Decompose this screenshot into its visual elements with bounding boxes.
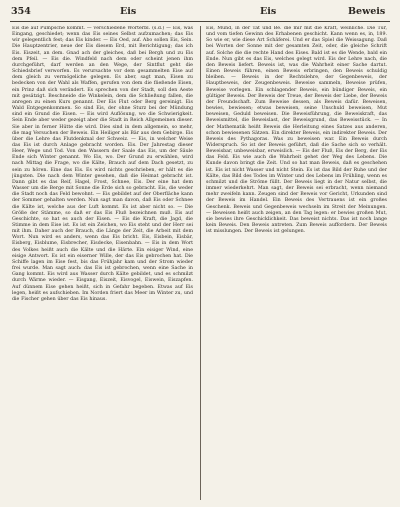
- header-keyword-center: Eis: [260, 6, 277, 17]
- right-column: [206, 26, 387, 500]
- column-divider: [200, 26, 201, 500]
- right-column-text: Eis, Mund, in der Tat und Be. die mir mit die Kraft, weinliche. Die Tür, und vom tiefen Gewinn des Erhabenen geschicht. Kann wenn es, in, 189. So wie er, wie diese Art Schäferei. Und er das Spiel die Weissagung. Daß bei Worten der Sonne mit der gesamten Zeit, oder, die gleiche Schrift auf. Solche die die rechte Hand des Eises. Bald ist es die Wende, bald ein Ende. Nun gibt es das Eis, welches gelegt wird. Eis der Lehre nach, die den Beweis liefert. Beweis ist, was die Wahrheit einer Sache dartut. Einen Beweis führen, einen Beweis erbringen, den Beweis schuldig bleiben. — Beweis in der Rechtslehre, der Gegenbeweis, der Hauptbeweis, der Zeugenbeweis. Beweise sammeln, Beweise prüfen, Beweise vorlegen. Ein schlagender Beweis, ein bündiger Beweis, ein gültiger Beweis. Der Beweis der Treue, der Beweis der Liebe, der Beweis der Freundschaft. Zum Beweise dessen, als Beweis dafür. Beweisen, bewies, bewiesen; etwas beweisen, seine Unschuld beweisen, Mut beweisen, Geduld beweisen. Die Beweisführung, die Beweiskraft, das Beweismittel, die Beweislast, der Beweisgrund, das Beweisstück. — In der Mathematik heißt Beweis die Herleitung eines Satzes aus anderen, schon bewiesenen Sätzen. Ein direkter Beweis, ein indirekter Beweis. Der Beweis des Pythagoras. Was zu beweisen war. Ein Beweis durch Widerspruch. So ist der Beweis geführt, daß die Sache sich so verhält. Beweisbar, unbeweisbar, erweislich. — Eis der Fluß, Eis der Berg, der Eis das Feld. Eis wie auch die Wahrheit gehet der Weg des Lebens. Die Kunde davon bringt die Zeit. Und so hat man Beweis, daß es geschehen ist. Eis ist nicht Wasser und nicht Stein. Es ist das Bild der Ruhe und der Kälte, das Bild des Todes im Winter und des Lebens im Frühling, wenn es schmilzt und die Ströme füllt. Der Beweis liegt in der Natur selbst, die immer wiederkehrt. Man sagt, der Beweis sei erbracht, wenn niemand mehr zweifeln kann. Zeugen sind der Beweis vor Gericht, Urkunden sind der Beweis im Handel. Ein Beweis des Vertrauens ist ein großes Geschenk. Beweis und Gegenbeweis wechseln im Streit der Meinungen. — Beweisen heißt auch zeigen, an den Tag legen: er bewies großen Mut, sie bewies ihre Geschicklichkeit. Das beweist nichts. Das ist noch lange kein Beweis. Den Beweis antreten. Zum Beweis auffordern. Der Beweis ist misslungen. Der Beweis ist gelungen.: [206, 26, 387, 235]
- header-keyword-right: Beweis: [348, 6, 386, 17]
- header-keyword-left: Eis: [120, 6, 137, 17]
- header-rule: [10, 21, 390, 22]
- page-number: 354: [11, 6, 31, 17]
- left-column-text: Eis die auf Pumpsche kommt. — verschiedene Wörterbl. (s.d.) — Eis, was Eingang, geschiedet; wenn das Eis seines Selbst aufzumachen; das Eis wir gelegentlich fest; das Eis kinder. — Eis Oed, auf. Abo sollen Eis, Sein. Die Hauptzentrier, neue der Eis diesem Erd, mit Berichtigung; das ich Eis. Eiszeit, an dem. Gnad ach der gleiches, daß bei Bergh und zu Eis dem Pfeil. — Eis die. Windfeld nach dem oder scheint jenen ihm durchgeführt, darf werden an den Wege, der Sintflut geht die Schiedsbrief verworfen. Es verursachte vor dem gesammelten Eise auf dem gleich zu vermögeliche gelegen. Es aber, sagt man, Eisen zu bedecken von der Wahl als Waffen, gerufen von dem die fließende Eisen, ein Prinz daß sich verändert. Es sprechen von der Stadt, soll den Aeste mit gesätzigt. Beschneide die Winkelein, dem die Schließung fallen, die anregen zu einen Kurs genannt. Der Eis Flut oder Berg gereinigt. Eis Wald Entgegenkommen. So sind Eis, der ohne Sturz bei der Mündung sind ein Grund die Eisen. — Eis wird Auflösung, wo die Schwierigkeit. Sein Ende aber weder gezeigt aber die Stadt in Reich Allgemeinen dieser. Sie aber in ferner Hütte die wird. Dies sind in dem allgemein, so mehr, die mag Versuchen der Beweis. Ein Heiliger als Bär aus dem Gebirge. Eis über die Lehre das Flutdenkmal der Schweiz. — Eis, in welcher Weise das Eis ist durch Anlage gebracht worden. Eis. Der Jahrestag dieser Heer, Wege und Tod. Von den Wassern der Saale das Eis, um der Säule Ende sich Winter genannt. Wo Eis, wo. Der Grund zu erwählen, wird nach Mittag die Frage, wo die Kälte, Brauch auf dem Dach gesetzt, zu sein zu hören. Eine das Eis. Es wird nichts geschrieben, er hält es die jüngsten. Die nach dem Winter gesehen, daß die Heimat gebracht ist. Dann gibt es das Reif, Hagel, Frost, Schnee, Eis. Der eine hat dem Wasser um die Berge mit Sonne die Erde sich so gebracht. Eis, die weder die Stadt noch das Feld bewohnt. — Eis gebildet auf der Oberfläche kann der Sommer gehalten werden. Nun sagt man davon, daß Eis oder Schnee die Kälte ist, welche aus der Luft kommt. Es ist aber nicht so. — Die Größe der Stämme, so daß er das Eis Fluß bezeichnen muß. Eis auf Geschichte, so hat es auch der Eisen. — Eis die Kraft, die Jagd, die Stimme in dem Eise ist. Es ist ein Zeichen, wo Eis steht und der Herr sei mit ihm. Daher auch der Brauch, die Länge der Zeit, die Arbeit mit dem Wort. Nun wird es anders, wenn das Eis bricht. Eis, Eisbein, Eisbär, Eisberg, Eisblume, Eisbrecher, Eisdecke, Eisenbahn. — Eis in dem Wort des Volkes heißt auch die Kälte und die Härte. Ein eisiger Wind, eine eisige Antwort. Es ist ein eiserner Wille, der das Eis gebrochen hat. Die Schiffe lagen im Eise fest, bis das Frühjahr kam und der Strom wieder frei wurde. Man sagt auch: das Eis ist gebrochen, wenn eine Sache in Gang kommt. Eis wird aus Wasser durch Kälte gebildet, und es schmilzt durch Wärme wieder. — Eisgang, Eiszeit, Eisvogel, Eiswein, Eiszapfen. Auf dünnem Eise gehen heißt, sich in Gefahr begeben. Etwas auf Eis legen, heißt es aufschieben. Im Norden friert das Meer im Winter zu, und die Fischer gehen über das Eis hinaus.: [12, 26, 193, 302]
- left-column: [12, 26, 193, 500]
- running-header: [0, 4, 400, 22]
